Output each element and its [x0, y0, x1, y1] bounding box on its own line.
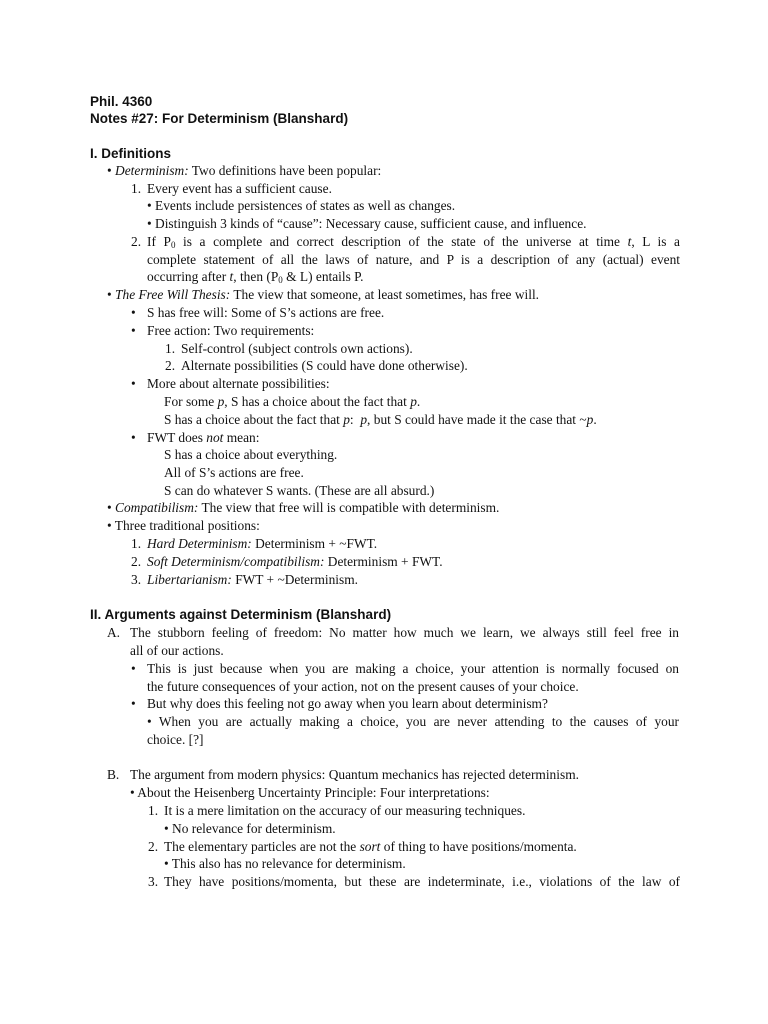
pos3-number: 3.	[131, 572, 142, 587]
alt-1p: p	[217, 394, 225, 409]
compatibilism-term: Compatibilism:	[115, 500, 199, 515]
bullet-icon: •	[131, 430, 136, 445]
alt-1p2: p	[410, 394, 417, 409]
not-mean-1: S has a choice about everything.	[164, 447, 338, 462]
interp3-text: They have positions/momenta, but these are indeterminate, i.e., violations of the law of	[164, 874, 680, 889]
arg-a-line1: The stubborn feeling of freedom: No matter how much we learn, we always still feel free in	[130, 625, 679, 640]
def2-line2: complete statement of all the laws of nature, and P is a description of any (actual) event	[147, 252, 680, 267]
section-heading-definitions: I. Definitions	[90, 146, 171, 161]
def2-l3-a: occurring after	[147, 269, 230, 284]
arg-b-about: • About the Heisenberg Uncertainty Principle: Four interpretations:	[130, 785, 490, 800]
not-mean-2: All of S’s actions are free.	[164, 465, 304, 480]
def2-l3-b: , then (P	[233, 269, 279, 284]
fwt-def: The view that someone, at least sometimes, has free will.	[233, 287, 540, 302]
alt-1a: For some	[164, 394, 218, 409]
not-mean-3: S can do whatever S wants. (These are all absurd.)	[164, 483, 435, 498]
def2-number: 2.	[131, 234, 142, 249]
determinism-intro: Two definitions have been popular:	[191, 163, 382, 178]
alt-line-1	[164, 393, 420, 410]
determinism-term: Determinism:	[115, 163, 189, 178]
alt-2c: , but S could have made it the case that ~	[367, 412, 587, 427]
not-mean-heading	[147, 429, 259, 446]
interp2-number: 2.	[148, 839, 159, 854]
bullet-icon: •	[131, 323, 136, 338]
req2-number: 2.	[165, 358, 176, 373]
pos2-number: 2.	[131, 554, 142, 569]
interp1-text: It is a mere limitation on the accuracy of our measuring techniques.	[164, 803, 526, 818]
pos1-term: Hard Determinism:	[147, 536, 252, 551]
interp2-text	[164, 838, 577, 855]
arg-a-bullet2-sub-line1: • When you are actually making a choice, you are never attending to the causes of your	[147, 714, 679, 729]
alt-heading: More about alternate possibilities:	[147, 376, 330, 391]
pos1-def: Determinism + ~FWT.	[255, 536, 378, 551]
arg-a-label: A.	[107, 625, 121, 640]
section-heading-arguments: II. Arguments against Determinism (Blanshard)	[90, 607, 392, 622]
bullet-icon: •	[131, 661, 136, 676]
pos2-def: Determinism + FWT.	[327, 554, 443, 569]
pos2-term: Soft Determinism/compatibilism:	[147, 554, 325, 569]
req2-text: Alternate possibilities (S could have done otherwise).	[181, 358, 468, 373]
req1-text: Self-control (subject controls own actions).	[181, 341, 413, 356]
arg-a-line2: all of our actions.	[130, 643, 224, 658]
determinism-line: • Determinism: Two definitions have been popular:	[107, 163, 382, 178]
alt-1b: , S has a choice about the fact that	[224, 394, 411, 409]
alt-2a: S has a choice about the fact that	[164, 412, 344, 427]
pos3-def: FWT + ~Determinism.	[235, 572, 358, 587]
def2-text-a: If P	[147, 234, 171, 249]
notmean-not: not	[206, 430, 224, 445]
fwt-term: The Free Will Thesis:	[115, 287, 231, 302]
interp2-sort: sort	[359, 839, 381, 854]
def1-sub-b: • Distinguish 3 kinds of “cause”: Necessary cause, sufficient cause, and influence.	[147, 216, 587, 231]
fwt-line: • The Free Will Thesis: The view that someone, at least sometimes, has free will.	[107, 287, 540, 302]
compatibilism-def: The view that free will is compatible with determinism.	[201, 500, 500, 515]
arg-a-bullet1-line2: the future consequences of your action, not on the present causes of your choice.	[147, 679, 579, 694]
def2-line3	[147, 268, 364, 285]
alt-2p2: p	[360, 412, 368, 427]
arg-b-line1: The argument from modern physics: Quantum mechanics has rejected determinism.	[130, 767, 579, 782]
page-title: Notes #27: For Determinism (Blanshard)	[90, 111, 349, 126]
bullet-icon: •	[131, 376, 136, 391]
interp1-sub: • No relevance for determinism.	[164, 821, 336, 836]
def2-l3-t: t	[229, 269, 234, 284]
interp2-a: The elementary particles are not the	[164, 839, 360, 854]
def2-t: t	[627, 234, 632, 249]
arg-b-label: B.	[107, 767, 120, 782]
bullet-icon: •	[131, 305, 136, 320]
three-positions: • Three traditional positions:	[107, 518, 260, 533]
req1-number: 1.	[165, 341, 176, 356]
arg-a-bullet2: But why does this feeling not go away when you learn about determinism?	[147, 696, 548, 711]
interp3-number: 3.	[148, 874, 159, 889]
pos2-line	[147, 553, 443, 570]
def2-subscript: 0	[170, 240, 176, 250]
def2-text-b: is a complete and correct description of the state of the universe at time	[175, 234, 628, 249]
alt-2p3: p	[586, 412, 594, 427]
arg-a-bullet1-line1: This is just because when you are making a choice, your attention is normally focused on	[147, 661, 679, 676]
interp2-sub: • This also has no relevance for determinism.	[164, 856, 406, 871]
alt-2d: .	[593, 412, 597, 427]
alt-line-2	[164, 411, 597, 428]
notmean-b: mean:	[223, 430, 260, 445]
def2-line1	[147, 233, 680, 250]
def1-text: Every event has a sufficient cause.	[147, 181, 332, 196]
alt-1c: .	[416, 394, 421, 409]
fw-item-1: S has free will: Some of S’s actions are free.	[147, 305, 385, 320]
def2-l3-c: & L) entails P.	[282, 269, 364, 284]
pos3-line	[147, 571, 358, 588]
fw-item-2: Free action: Two requirements:	[147, 323, 315, 338]
bullet-icon: •	[131, 696, 136, 711]
def1-sub-a: • Events include persistences of states as well as changes.	[147, 198, 456, 213]
course-number: Phil. 4360	[90, 94, 153, 109]
interp1-number: 1.	[148, 803, 159, 818]
arg-a-bullet2-sub-line2: choice. [?]	[147, 732, 204, 747]
interp2-b: of thing to have positions/momenta.	[380, 839, 577, 854]
notmean-a: FWT does	[147, 430, 207, 445]
def2-text-c: , L is a	[631, 234, 680, 249]
compatibilism-line: • Compatibilism: The view that free will is compatible with determinism.	[107, 500, 500, 515]
def1-number: 1.	[131, 181, 142, 196]
def2-l3-subscript: 0	[278, 275, 283, 285]
pos3-term: Libertarianism:	[147, 572, 232, 587]
pos1-number: 1.	[131, 536, 142, 551]
pos1-line	[147, 535, 377, 552]
alt-2p: p	[343, 412, 350, 427]
alt-2b: :	[349, 412, 361, 427]
